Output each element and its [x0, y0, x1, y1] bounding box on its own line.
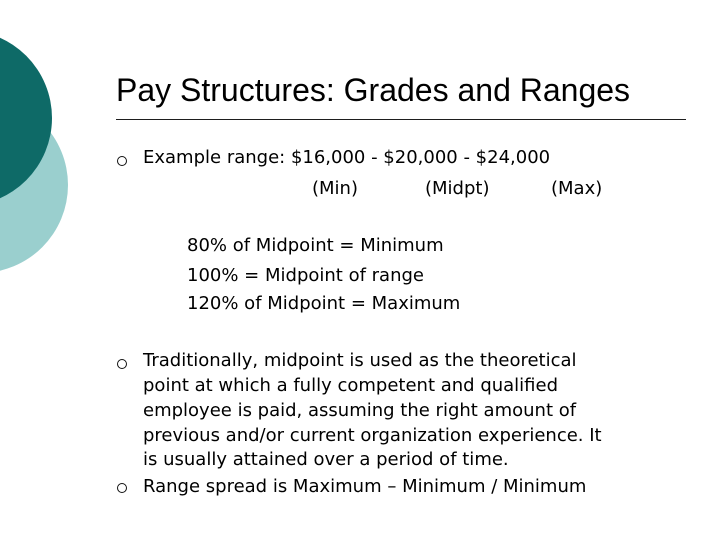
midpoint-explanation-line: previous and/or current organization experience. It	[143, 425, 602, 446]
max-label: (Max)	[551, 178, 603, 199]
bullet-marker-icon	[117, 156, 127, 166]
midpt-label: (Midpt)	[425, 178, 490, 199]
slide-title: Pay Structures: Grades and Ranges	[116, 72, 631, 108]
min-label: (Min)	[312, 178, 358, 199]
midpoint-explanation-line: point at which a fully competent and qualified	[143, 375, 559, 396]
bullet-marker-icon	[117, 483, 127, 493]
note-maximum: 120% of Midpoint = Maximum	[187, 293, 461, 314]
range-spread-text: Range spread is Maximum – Minimum / Minimum	[143, 476, 587, 497]
midpoint-explanation-line: Traditionally, midpoint is used as the theoretical	[143, 350, 577, 371]
bullet-marker-icon	[117, 359, 127, 369]
note-midpoint: 100% = Midpoint of range	[187, 265, 424, 286]
midpoint-explanation-line: employee is paid, assuming the right amount of	[143, 400, 577, 421]
title-underline	[116, 119, 686, 120]
note-minimum: 80% of Midpoint = Minimum	[187, 235, 444, 256]
example-range-text: Example range: $16,000 - $20,000 - $24,000	[143, 147, 551, 168]
midpoint-explanation-line: is usually attained over a period of time.	[143, 449, 509, 470]
decorative-circles	[0, 0, 110, 300]
